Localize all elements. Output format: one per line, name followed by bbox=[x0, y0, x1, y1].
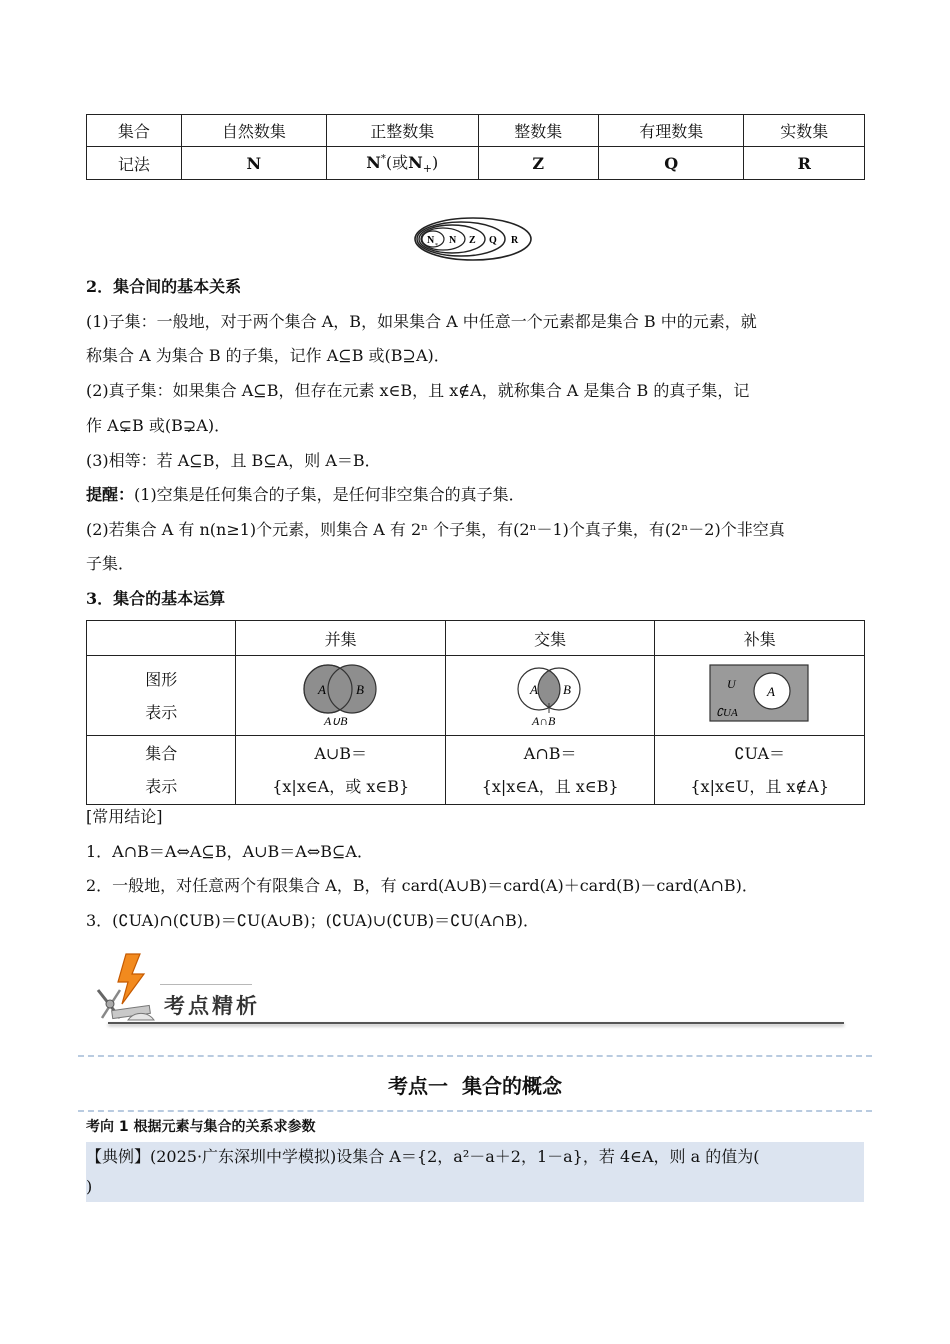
notation-positive-int-alt: N bbox=[408, 153, 423, 173]
notation-plus: + bbox=[422, 162, 432, 176]
union-diagram-cell bbox=[236, 656, 445, 736]
notation-label: 记法 bbox=[87, 147, 182, 180]
proper-subset-line-2: 作 A⊊B 或(B⊋A)． bbox=[86, 416, 231, 435]
topic1-title: 考点一 集合的概念 bbox=[388, 1074, 562, 1098]
table-header-cell: 自然数集 bbox=[181, 115, 326, 147]
example-line-2: ) bbox=[86, 1177, 93, 1196]
complement-caption: ∁UA bbox=[715, 706, 738, 719]
set-operations-table bbox=[86, 620, 865, 805]
notation-natural: N bbox=[181, 147, 326, 180]
subset-line-1: (1)子集：一般地，对于两个集合 A，B，如果集合 A 中任意一个元素都是集合 B 中的元素，就 bbox=[86, 312, 757, 331]
table-header-cell: 有理数集 bbox=[599, 115, 744, 147]
subset-line-2: 称集合 A 为集合 B 的子集，记作 A⊆B 或(B⊇A)． bbox=[86, 346, 450, 365]
section2-heading: 2．集合间的基本关系 bbox=[86, 277, 242, 296]
complement-label-a: A bbox=[766, 683, 775, 699]
union-label-b: B bbox=[355, 681, 364, 697]
complement-diagram-cell bbox=[655, 656, 865, 736]
label-z: Z bbox=[469, 235, 476, 246]
tools-icon bbox=[92, 950, 162, 1026]
example-line-1: 【典例】(2025·广东深圳中学模拟)设集合 A＝{2，a²－a＋2，1－a}，若 4∈A，则 a 的值为( bbox=[86, 1147, 760, 1166]
complement-label-u: U bbox=[726, 676, 736, 691]
ops-header-intersection: 交集 bbox=[445, 621, 654, 656]
topic1-subheading: 考向 1 根据元素与集合的关系求参数 bbox=[86, 1119, 316, 1135]
table-header-cell: 整数集 bbox=[478, 115, 599, 147]
ops-header-union: 并集 bbox=[236, 621, 445, 656]
notation-or: (或 bbox=[385, 153, 409, 173]
divider-top bbox=[78, 1055, 872, 1057]
tip-line-3: 子集． bbox=[86, 554, 135, 573]
section3-heading: 3．集合的基本运算 bbox=[86, 589, 226, 608]
notation-close: ) bbox=[432, 153, 439, 173]
number-sets-table bbox=[86, 114, 865, 180]
intersection-caption: A∩B bbox=[532, 713, 556, 727]
conclusion-3: 3．(∁UA)∩(∁UB)＝∁U(A∪B)；(∁UA)∪(∁UB)＝∁U(A∩B)． bbox=[86, 911, 539, 930]
union-venn bbox=[296, 661, 386, 727]
label-q: Q bbox=[489, 235, 497, 246]
set-label-1: 集合 bbox=[145, 744, 178, 763]
divider-bottom bbox=[78, 1110, 872, 1112]
intersection-label-a: A bbox=[530, 681, 539, 697]
example-box bbox=[86, 1142, 864, 1202]
union-formula-cell bbox=[236, 736, 445, 805]
union-label-a: A bbox=[317, 681, 326, 697]
banner-title: 考点精析 bbox=[164, 993, 260, 1018]
notation-rational: Q bbox=[599, 147, 744, 180]
intersection-diagram-cell bbox=[445, 656, 654, 736]
graphic-label-cell bbox=[87, 656, 236, 736]
table-header-cell: 正整数集 bbox=[327, 115, 478, 147]
table-header-cell: 实数集 bbox=[744, 115, 865, 147]
conclusions-heading: [常用结论] bbox=[86, 807, 163, 826]
notation-positive-int-main: N bbox=[366, 153, 381, 173]
intersection-venn bbox=[505, 661, 595, 727]
union-set: {x|x∈A，或 x∈B} bbox=[272, 777, 410, 796]
union-caption: A∪B bbox=[323, 713, 348, 727]
ops-corner-cell bbox=[87, 621, 236, 656]
proper-subset-line-1: (2)真子集：如果集合 A⊆B，但存在元素 x∈B，且 x∉A，就称集合 A 是集合 B 的真子集，记 bbox=[86, 381, 750, 400]
label-n2: N bbox=[449, 235, 457, 246]
set-label-cell bbox=[87, 736, 236, 805]
label-star: * bbox=[435, 243, 438, 249]
conclusion-2: 2．一般地，对任意两个有限集合 A，B，有 card(A∪B)＝card(A)＋card(B)－card(A∩B)． bbox=[86, 876, 758, 895]
intersection-set: {x|x∈A，且 x∈B} bbox=[481, 777, 619, 796]
conclusion-1: 1．A∩B＝A⇔A⊆B，A∪B＝A⇔B⊆A． bbox=[86, 842, 373, 861]
complement-formula-cell bbox=[655, 736, 865, 805]
complement-venn bbox=[708, 663, 812, 725]
graphic-label-2: 表示 bbox=[145, 702, 178, 722]
tip-line-2: (2)若集合 A 有 n(n≥1)个元素，则集合 A 有 2ⁿ 个子集，有(2ⁿ－1)个真子集，有(2ⁿ－2)个非空真 bbox=[86, 520, 785, 539]
tip-text-1: (1)空集是任何集合的子集，是任何非空集合的真子集． bbox=[134, 485, 525, 504]
notation-real: R bbox=[744, 147, 865, 180]
equal-line: (3)相等：若 A⊆B，且 B⊆A，则 A＝B． bbox=[86, 451, 381, 470]
notation-positive-int bbox=[327, 147, 478, 180]
tip-label: 提醒： bbox=[86, 485, 135, 504]
graphic-label-1: 图形 bbox=[145, 669, 178, 689]
label-n: N bbox=[427, 235, 435, 246]
complement-formula: ∁UA＝ bbox=[734, 744, 786, 763]
ops-header-complement: 补集 bbox=[655, 621, 865, 656]
table-header-cell: 集合 bbox=[87, 115, 182, 147]
banner-underline bbox=[108, 1022, 844, 1024]
complement-set: {x|x∈U，且 x∉A} bbox=[690, 777, 830, 796]
intersection-label-b: B bbox=[563, 681, 572, 697]
intersection-formula-cell bbox=[445, 736, 654, 805]
union-formula: A∪B＝ bbox=[314, 744, 368, 763]
label-r: R bbox=[511, 235, 519, 246]
intersection-formula: A∩B＝ bbox=[523, 744, 577, 763]
nested-sets-diagram bbox=[412, 214, 534, 264]
notation-star: * bbox=[380, 154, 386, 166]
set-label-2: 表示 bbox=[145, 777, 178, 796]
notation-integer: Z bbox=[478, 147, 599, 180]
tip-line-1 bbox=[86, 478, 866, 512]
